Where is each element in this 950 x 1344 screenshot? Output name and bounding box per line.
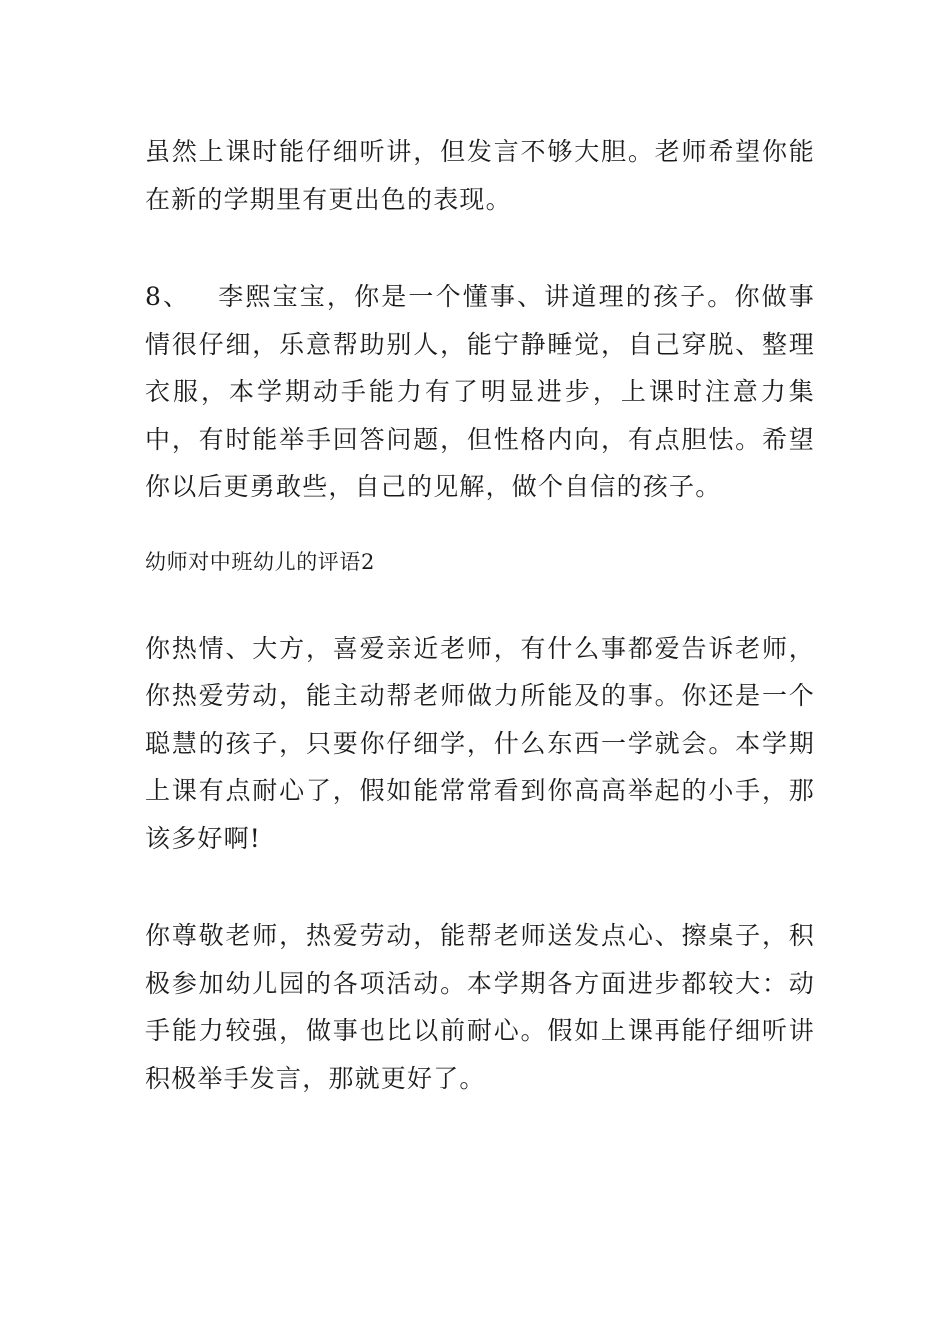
paragraph-comment-b: 你尊敬老师，热爱劳动，能帮老师送发点心、擦桌子，积极参加幼儿园的各项活动。本学期各方面进步都较大：动手能力较强，做事也比以前耐心。假如上课再能仔细听讲积极举手发言，那就更好了。	[145, 921, 815, 1093]
paragraph-comment-a: 你热情、大方，喜爱亲近老师，有什么事都爱告诉老师，你热爱劳动，能主动帮老师做力所能及的事。你还是一个聪慧的孩子，只要你仔细学，什么东西一学就会。本学期上课有点耐心了，假如能常常看到你高高举起的小手，那该多好啊!	[145, 633, 815, 853]
section-heading: 幼师对中班幼儿的评语2	[145, 549, 375, 574]
paragraph-comment-8-text: 李熙宝宝，你是一个懂事、讲道理的孩子。你做事情很仔细，乐意帮助别人，能宁静睡觉，自己穿脱、整理衣服，本学期动手能力有了明显进步，上课时注意力集中，有时能举手回答问题，但性格内向，有点胆怯。希望你以后更勇敢些，自己的见解，做个自信的孩子。	[145, 282, 815, 501]
paragraph-continued: 虽然上课时能仔细听讲，但发言不够大胆。老师希望你能在新的学期里有更出色的表现。	[145, 137, 815, 214]
document-body	[145, 128, 815, 1102]
paragraph-comment-8	[145, 273, 815, 511]
list-number: 8、	[145, 282, 191, 311]
